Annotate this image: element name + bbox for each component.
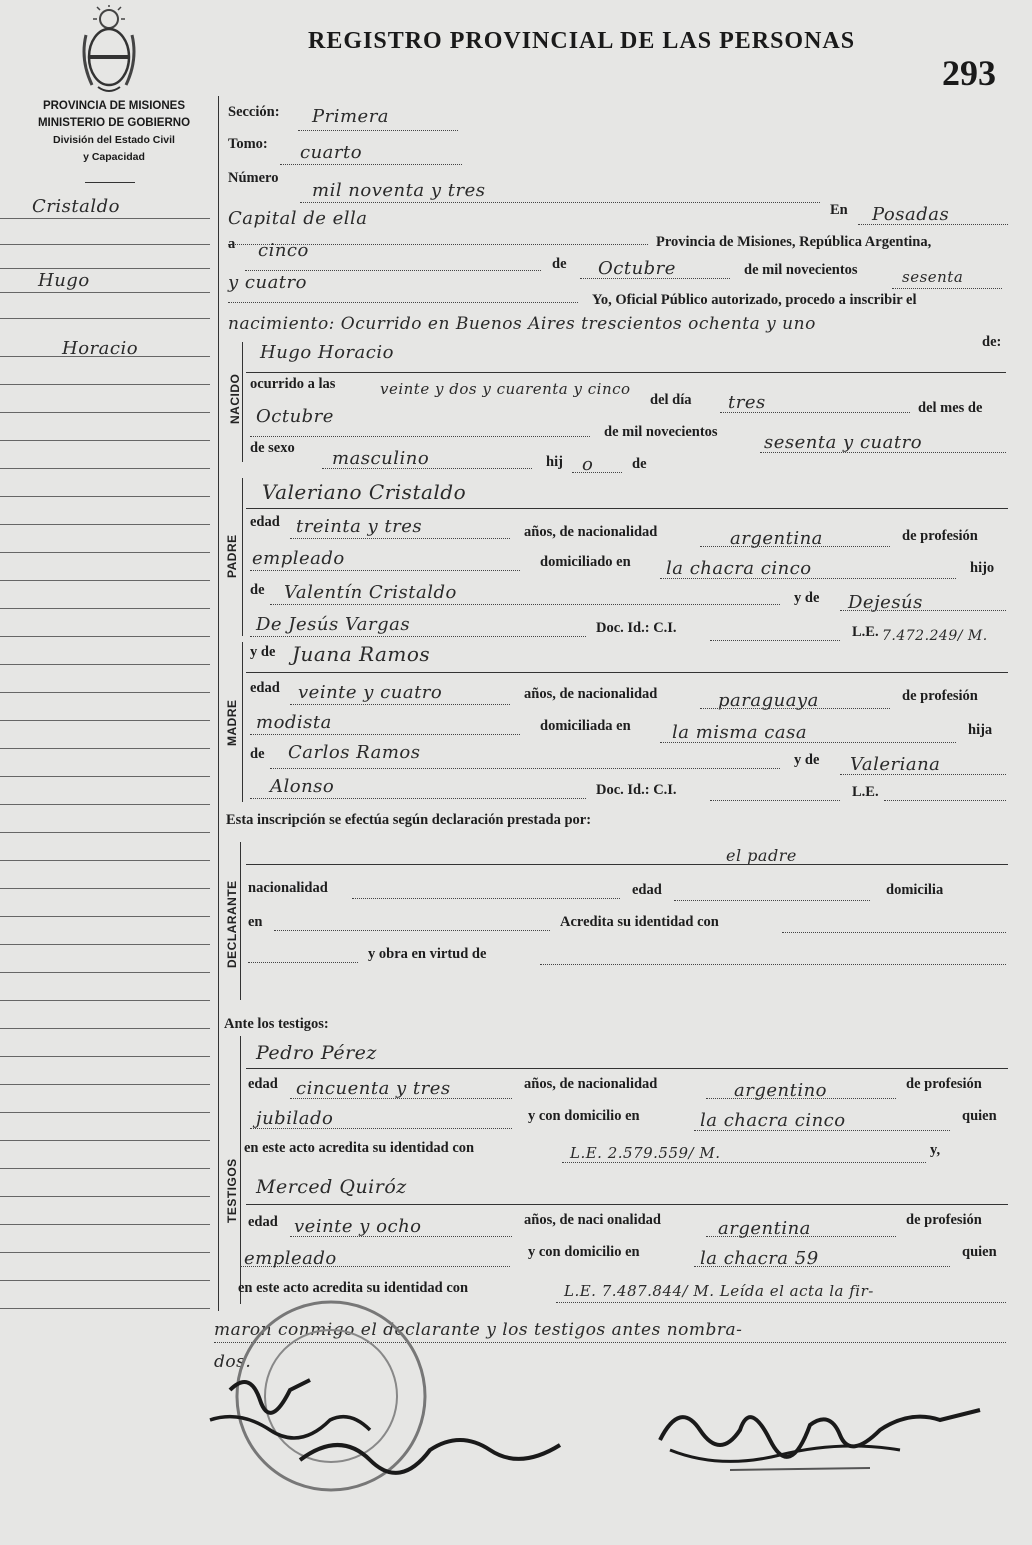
- abuela-paterna: Dejesús: [848, 592, 923, 613]
- padre-le-label: L.E.: [852, 624, 879, 640]
- padre-anios-label: años, de nacionalidad: [524, 524, 658, 540]
- numero-value: mil noventa y tres: [312, 180, 486, 201]
- t1-doc: L.E. 2.579.559/ M.: [570, 1144, 721, 1162]
- decl-obra-label: y obra en virtud de: [368, 946, 487, 962]
- t2-nac: argentina: [718, 1218, 811, 1239]
- testigo1-name: Pedro Pérez: [256, 1042, 377, 1064]
- declarante-intro: Esta inscripción se efectúa según declaración prestada por:: [226, 812, 592, 828]
- division-line: División del Estado Civil: [53, 134, 175, 146]
- t2-edad-label: edad: [248, 1214, 278, 1230]
- t1-quien-label: quien: [962, 1108, 997, 1124]
- t1-prof: jubilado: [256, 1108, 334, 1129]
- t1-dom-label: y con domicilio en: [528, 1108, 640, 1124]
- madre-edad: veinte y cuatro: [298, 682, 443, 703]
- testigos-label: TESTIGOS: [225, 1158, 239, 1223]
- capital-value: Capital de ella: [228, 208, 368, 229]
- province-header: [14, 98, 214, 166]
- nacido-mil-label: de mil novecientos: [604, 424, 718, 440]
- closing-line2: dos.: [214, 1352, 252, 1372]
- padre-prof: empleado: [252, 548, 345, 569]
- coat-of-arms-icon: [78, 5, 140, 97]
- a-value: cinco: [258, 240, 309, 261]
- t1-acredita-label: en este acto acredita su identidad con: [244, 1140, 475, 1156]
- en-value: Posadas: [872, 204, 950, 225]
- ministry-line: MINISTERIO DE GOBIERNO: [37, 117, 191, 129]
- testigo2-name: Merced Quiróz: [256, 1176, 407, 1198]
- abuelo-materno: Carlos Ramos: [288, 742, 421, 763]
- hora-value: veinte y dos y cuarenta y cinco: [380, 380, 631, 398]
- decl-en-label: en: [248, 914, 263, 930]
- madre-yde2-label: y de: [794, 752, 820, 768]
- ocurrido-label: ocurrido a las: [250, 376, 336, 392]
- t1-edad-label: edad: [248, 1076, 278, 1092]
- abuela-materna-2: Alonso: [270, 776, 335, 797]
- padre-de-label: de: [250, 582, 265, 598]
- t2-anios-label: años, de naci onalidad: [524, 1212, 661, 1228]
- anio-value: sesenta: [902, 268, 964, 286]
- mes-value: Octubre: [598, 258, 676, 279]
- de-label: de: [552, 256, 567, 272]
- nacido-mes: Octubre: [256, 406, 334, 427]
- page-number: 293: [942, 53, 996, 93]
- province-line: PROVINCIA DE MISIONES: [42, 100, 186, 112]
- margin-surname: Cristaldo: [32, 196, 120, 217]
- hij-de-label: de: [632, 456, 647, 472]
- abuela-materna: Valeriana: [850, 754, 941, 775]
- del-dia-label: del día: [650, 392, 692, 408]
- declarante-label: DECLARANTE: [225, 880, 239, 968]
- t2-prof: empleado: [244, 1248, 337, 1269]
- seccion-label: Sección:: [228, 104, 280, 120]
- madre-prof: modista: [256, 712, 332, 733]
- t2-quien-label: quien: [962, 1244, 997, 1260]
- padre-nac: argentina: [730, 528, 823, 549]
- capacidad-line: y Capacidad: [83, 151, 145, 163]
- abuela-paterna-2: De Jesús Vargas: [256, 614, 411, 635]
- sexo-label: de sexo: [250, 440, 295, 456]
- decl-domicilia-label: domicilia: [886, 882, 944, 898]
- provincia-text: Provincia de Misiones, República Argentina,: [656, 234, 932, 250]
- declarante-value: el padre: [726, 846, 797, 865]
- padre-edad-label: edad: [250, 514, 280, 530]
- t2-doc: L.E. 7.487.844/ M. Leída el acta la fir-: [564, 1282, 874, 1300]
- padre-doc-label: Doc. Id.: C.I.: [596, 620, 677, 636]
- nacido-label: NACIDO: [228, 373, 242, 424]
- tomo-label: Tomo:: [228, 136, 268, 152]
- yo-text: Yo, Oficial Público autorizado, procedo a inscribir el: [592, 292, 917, 308]
- signature-official-icon: [640, 1380, 1000, 1490]
- nacido-anio: sesenta y cuatro: [764, 432, 923, 453]
- t2-dom: la chacra 59: [700, 1248, 819, 1269]
- testigos-intro: Ante los testigos:: [224, 1016, 329, 1032]
- madre-dom-label: domiciliada en: [540, 718, 631, 734]
- madre-doc-label: Doc. Id.: C.I.: [596, 782, 677, 798]
- t1-nac: argentino: [734, 1080, 828, 1101]
- madre-anios-label: años, de nacionalidad: [524, 686, 658, 702]
- seccion-value: Primera: [312, 106, 390, 127]
- madre-edad-label: edad: [250, 680, 280, 696]
- t2-acredita-label: en este acto acredita su identidad con: [238, 1280, 469, 1296]
- madre-de-label: de: [250, 746, 265, 762]
- padre-yde-label: y de: [794, 590, 820, 606]
- margin-name2: Horacio: [62, 338, 139, 359]
- tomo-value: cuarto: [300, 142, 363, 163]
- numero-label: Número: [228, 170, 279, 186]
- nacimiento-value: nacimiento: Ocurrido en Buenos Aires trescientos ochenta y uno: [228, 314, 816, 334]
- hij-value: o: [582, 454, 594, 475]
- decl-nacionalidad-label: nacionalidad: [248, 880, 328, 896]
- del-mes-label: del mes de: [918, 400, 983, 416]
- decl-acredita-label: Acredita su identidad con: [560, 914, 719, 930]
- madre-nac: paraguaya: [718, 690, 819, 711]
- padre-dom-label: domiciliado en: [540, 554, 631, 570]
- decl-edad-label: edad: [632, 882, 662, 898]
- padre-label: PADRE: [225, 534, 239, 578]
- a-label: a: [228, 236, 236, 252]
- anio-value2: y cuatro: [228, 272, 307, 293]
- margin-name1: Hugo: [38, 270, 90, 291]
- closing-line1: maron conmigo el declarante y los testigos antes nombra-: [214, 1320, 743, 1340]
- t2-prof-label: de profesión: [906, 1212, 982, 1228]
- t1-anios-label: años, de nacionalidad: [524, 1076, 658, 1092]
- padre-prof-label: de profesión: [902, 528, 978, 544]
- abuelo-paterno: Valentín Cristaldo: [284, 582, 457, 603]
- t1-prof-label: de profesión: [906, 1076, 982, 1092]
- padre-edad: treinta y tres: [296, 516, 423, 537]
- t2-edad: veinte y ocho: [294, 1216, 422, 1237]
- t1-y-label: y,: [930, 1142, 941, 1158]
- mil-label: de mil novecientos: [744, 262, 858, 278]
- sexo-value: masculino: [332, 448, 430, 469]
- en-label: En: [830, 202, 848, 218]
- signature-declarante-icon: [200, 1360, 620, 1490]
- madre-hija-label: hija: [968, 722, 993, 738]
- madre-label: MADRE: [225, 699, 239, 746]
- t1-edad: cincuenta y tres: [296, 1078, 451, 1099]
- padre-name: Valeriano Cristaldo: [262, 480, 467, 504]
- madre-le-label: L.E.: [852, 784, 879, 800]
- nacido-name: Hugo Horacio: [260, 342, 394, 363]
- page-title: REGISTRO PROVINCIAL DE LAS PERSONAS: [308, 28, 856, 54]
- madre-dom: la misma casa: [672, 722, 808, 743]
- padre-dom: la chacra cinco: [666, 558, 812, 579]
- padre-le-value: 7.472.249/ M.: [882, 628, 988, 644]
- t2-dom-label: y con domicilio en: [528, 1244, 640, 1260]
- madre-yde-label: y de: [250, 644, 276, 660]
- hij-label: hij: [546, 454, 563, 470]
- madre-name: Juana Ramos: [292, 642, 431, 666]
- madre-prof-label: de profesión: [902, 688, 978, 704]
- padre-hijo-label: hijo: [970, 560, 995, 576]
- nacido-de-label: de:: [982, 334, 1002, 350]
- dia-value: tres: [728, 392, 766, 413]
- t1-dom: la chacra cinco: [700, 1110, 846, 1131]
